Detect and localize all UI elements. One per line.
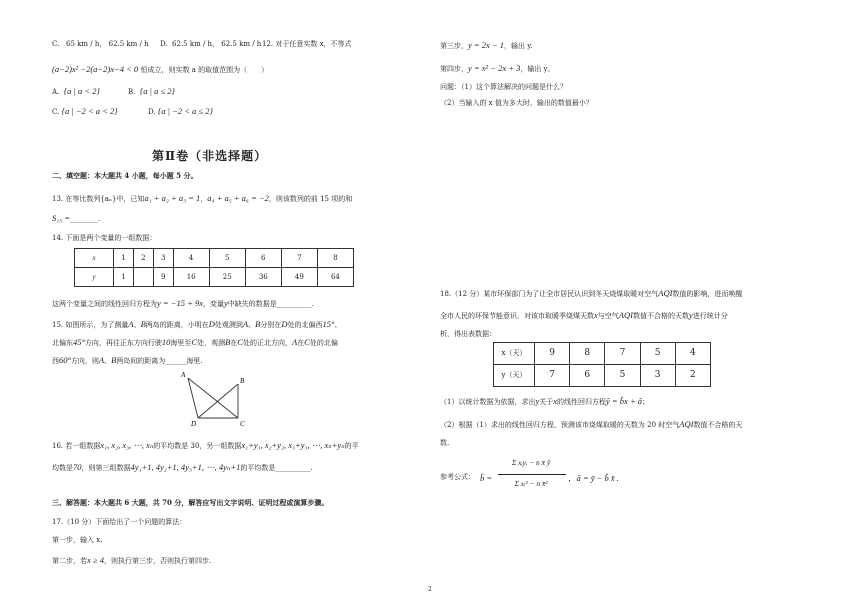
table-cell: 2 bbox=[675, 365, 710, 387]
q12-option-c: C. {a | −2 < a < 2} bbox=[52, 106, 118, 116]
table-cell: 1 bbox=[114, 249, 134, 268]
section-2-title: 第Ⅱ卷（非选择题） bbox=[152, 149, 268, 163]
page-number: 2 bbox=[428, 586, 432, 593]
table-cell: x bbox=[75, 249, 114, 268]
q15-figure bbox=[176, 368, 256, 428]
q17-question2: （2）当输入的 x 值为多大时，输出的数值最小？ bbox=[440, 99, 593, 107]
solve-heading: 三、解答题：本大题共 6 大题，共 70 分，解答应写出文字说明、证明过程或演算步骤。 bbox=[52, 498, 329, 507]
q15-line1: 15. 如图所示，为了测量A、B两岛的距离，小明在D处观测到A、B分别在D处的北偏西15°、 bbox=[52, 319, 342, 329]
formula-b-hat: b̂ = bbox=[480, 473, 493, 483]
q17-step4: 第四步，y = x² − 2x + 3，输出 y。 bbox=[440, 63, 555, 73]
q11-option-c: C. 65 km / h， 62.5 km / h bbox=[52, 40, 149, 48]
fraction-bar bbox=[498, 474, 566, 475]
table-cell: 5 bbox=[209, 249, 245, 268]
table-cell: 36 bbox=[245, 268, 281, 287]
q16-line2: 均数是70，则第三组数据4y₁+1, 4y₂+1, 4y₃+1, ⋯, 4yₙ+1的平均数是__________. bbox=[52, 462, 313, 472]
point-C-label: C bbox=[240, 420, 245, 428]
table-cell: y bbox=[75, 268, 114, 287]
q18-part1: （1）以统计数据为依据，求出y关于x的线性回归方程ŷ = b̂x + â； bbox=[440, 396, 650, 406]
q16-line1: 16. 若一组数据x₁, x₂, x₃, ⋯, xₙ的平均数是 30，另一组数据x₁+y₁, x₂+y₂, x₃+y₃, ⋯, xₙ+yₙ的平 bbox=[52, 440, 359, 450]
q17-intro: 17.（10 分）下面给出了一个问题的算法： bbox=[52, 518, 187, 526]
table-cell: 7 bbox=[535, 365, 570, 387]
q18-line1: 18.（12 分）某市环保部门为了让全市居民认识到冬天烧煤取暖对空气AQI数值的影响，进而唤醒 bbox=[440, 288, 743, 298]
point-A-label: A bbox=[181, 371, 186, 379]
fill-blank-heading: 二、填空题：本大题共 4 小题，每小题 5 分。 bbox=[52, 171, 198, 180]
table-cell: 5 bbox=[605, 365, 640, 387]
table-cell: 64 bbox=[317, 268, 353, 287]
table-cell: x（天） bbox=[494, 343, 535, 365]
table-cell: 1 bbox=[114, 268, 134, 287]
segment-AC bbox=[188, 378, 238, 418]
formula-denominator: Σ xᵢ² − n x̄² bbox=[514, 479, 548, 488]
table-cell: 9 bbox=[153, 268, 173, 287]
q17-step3: 第三步，y = 2x − 1，输出 y. bbox=[440, 40, 533, 50]
table-cell: 3 bbox=[640, 365, 675, 387]
q15-line2: 北偏东45°方向，再往正东方向行驶10海里至C处，观测B在C处的正北方向，A在C处的北偏 bbox=[52, 337, 338, 347]
table-cell: 2 bbox=[133, 249, 153, 268]
table-cell: 4 bbox=[173, 249, 209, 268]
q18-table bbox=[493, 342, 711, 387]
q18-row-y bbox=[494, 365, 711, 387]
q17-step1: 第一步，输入 x. bbox=[52, 536, 103, 544]
table-cell: 16 bbox=[173, 268, 209, 287]
table-cell: 6 bbox=[570, 365, 605, 387]
q14-row-y bbox=[75, 268, 354, 287]
table-cell: 7 bbox=[281, 249, 317, 268]
q18-line2: 全市人民的环保节能意识．对该市取暖季烧煤天数x与空气AQI数值不合格的天数y进行统计分 bbox=[440, 310, 728, 320]
q17-step2: 第二步，若x ≥ 4，则执行第三步，否则执行第四步. bbox=[52, 555, 212, 565]
q12-condition: (a−2)x² −2(a−2)x−4 < 0 恒成立，则实数 a 的取值范围为（ ） bbox=[52, 64, 269, 74]
formula-numerator: Σ xᵢyᵢ − n x̄ ȳ bbox=[511, 458, 551, 467]
table-cell bbox=[133, 268, 153, 287]
q12-option-d: D. {a | −2 < a ≤ 2} bbox=[148, 106, 213, 116]
q18-row-x bbox=[494, 343, 711, 365]
q13-line2: S₁₅ =________. bbox=[52, 213, 101, 223]
q12-option-a: A. {a | a < 2} bbox=[52, 86, 100, 96]
q12-stem: 12. 对于任意实数 x，不等式 bbox=[262, 40, 352, 48]
q15-line3: 西60°方向，则A、B两岛间的距离为______海里. bbox=[52, 355, 203, 365]
q17-question1: 问题：（1）这个算法解决的问题是什么？ bbox=[440, 83, 567, 91]
table-cell: 4 bbox=[675, 343, 710, 365]
table-cell: 25 bbox=[209, 268, 245, 287]
q11-option-d: D. 62.5 km / h， 62.5 km / h bbox=[160, 40, 262, 48]
table-cell: 8 bbox=[317, 249, 353, 268]
q14-intro: 14. 下面是两个变量的一组数据： bbox=[52, 234, 157, 242]
q14-row-x bbox=[75, 249, 354, 268]
table-cell: 49 bbox=[281, 268, 317, 287]
q14-question: 这两个变量之间的线性回归方程为y = −15 + 9x，变量y中缺失的数据是__________. bbox=[52, 298, 315, 308]
table-cell: 9 bbox=[535, 343, 570, 365]
q14-table bbox=[74, 248, 354, 287]
point-B-label: B bbox=[240, 377, 245, 385]
table-cell: 8 bbox=[570, 343, 605, 365]
table-cell: y（天） bbox=[494, 365, 535, 387]
segment-AD bbox=[188, 378, 198, 418]
table-cell: 3 bbox=[153, 249, 173, 268]
table-cell: 5 bbox=[640, 343, 675, 365]
q18-line3: 析，得出表数据： bbox=[440, 330, 496, 338]
table-cell: 6 bbox=[245, 249, 281, 268]
q12-option-b: B. {a | a ≤ 2} bbox=[128, 86, 175, 96]
reference-formula-label: 参考公式： bbox=[440, 473, 475, 481]
q18-part2-end: 数. bbox=[440, 439, 450, 447]
q18-part2: （2）根据（1）求出的线性回归方程，预测该市烧煤取暖的天数为 20 时空气AQI数值不合格的天 bbox=[440, 419, 743, 429]
formula-a-hat: ，â = ȳ − b̂ x̄ . bbox=[568, 473, 619, 483]
q13-line1: 13. 在等比数列{aₙ}中，已知a₁ + a₂ + a₃ = 1，a₄ + a₅ + a₆ = −2，则该数列的前 15 项的和 bbox=[52, 193, 353, 203]
table-cell: 7 bbox=[605, 343, 640, 365]
point-D-label: D bbox=[191, 420, 197, 428]
